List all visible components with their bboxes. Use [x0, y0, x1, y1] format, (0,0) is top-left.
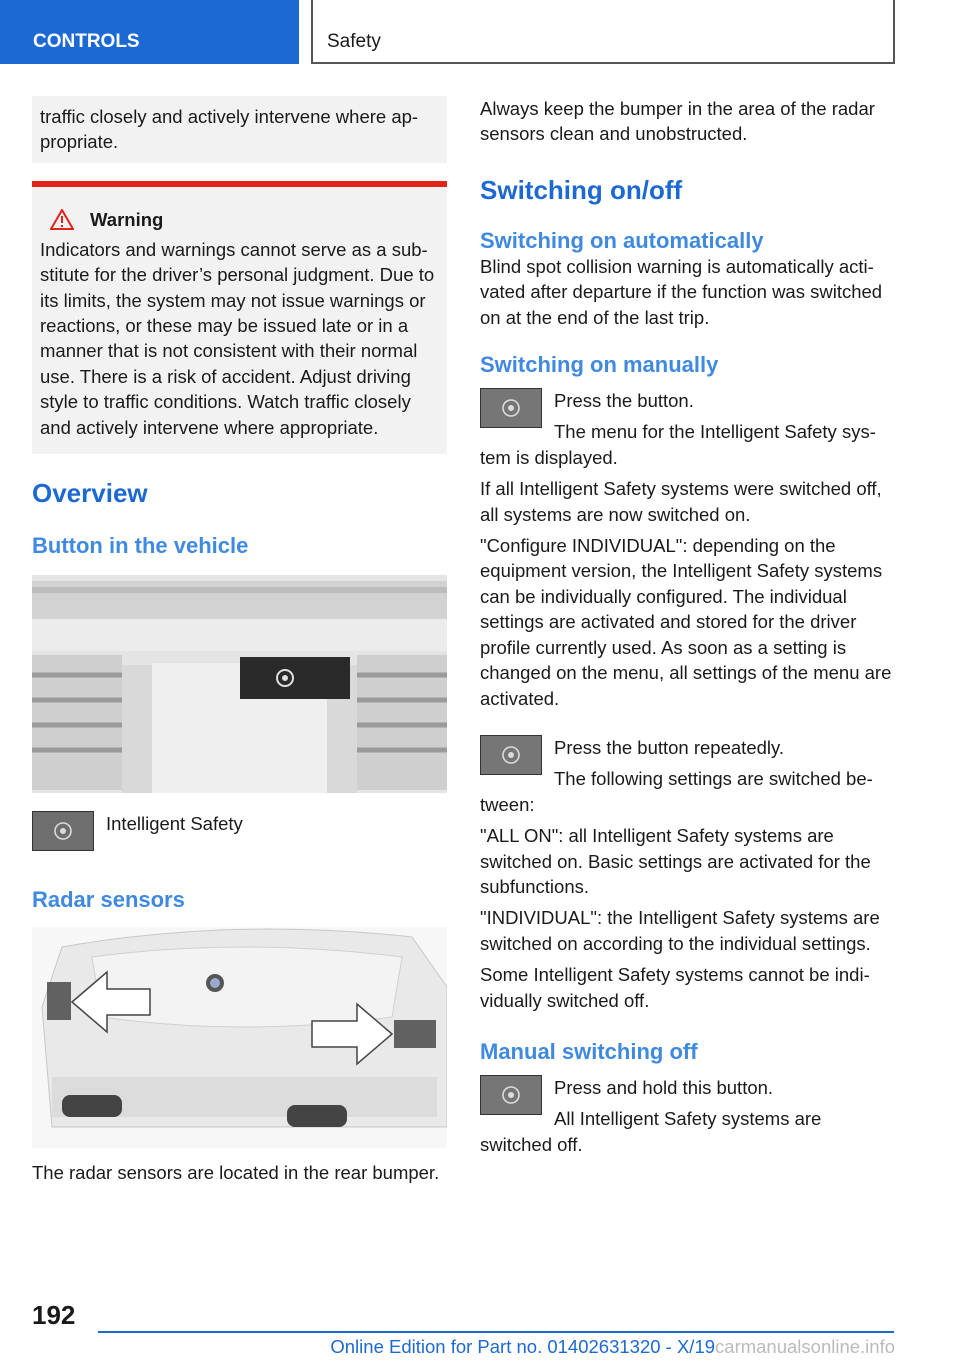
warning-box [32, 181, 447, 454]
button-legend [32, 811, 447, 857]
intelligent-safety-button-icon [480, 735, 542, 775]
manual-step-1: Press the button. [554, 390, 694, 412]
overview-heading: Overview [32, 478, 148, 509]
warning-text: Indicators and warnings cannot serve as a substitute for the driver’s personal judgment. Due to its limits, the system may not issue warnings or reactions, or these may be issued late or in a manner that is not consistent with their normal use. There is a risk of accident. Adjust driving style to traffic conditions. Watch traffic closely and actively intervene where appropriate. [40, 238, 435, 438]
repeat-step-1: Press the button repeatedly. [554, 736, 785, 758]
manual-heading: Switching on manually [480, 352, 719, 378]
individual-text: "INDIVIDUAL": the Intelligent Safety systems are switched on according to the individual settings. [480, 907, 880, 954]
manual-paragraph-1: If all Intelligent Safety systems were switched off, all systems are now switched on. [480, 478, 882, 525]
auto-heading: Switching on automatically [480, 227, 764, 253]
dashboard-photo [32, 575, 447, 793]
bumper-text: Always keep the bumper in the area of the radar sensors clean and unobstructed. [480, 98, 875, 145]
right-column [480, 96, 896, 1157]
warning-triangle-icon [50, 209, 74, 230]
warning-header [40, 209, 439, 231]
edition-label: Online Edition for Part no. 01402631320 - X/19 [330, 1336, 716, 1357]
repeat-step [480, 735, 896, 817]
intelligent-safety-button-icon [32, 811, 94, 851]
watermark: carmanualsonline.info [715, 1336, 895, 1357]
radar-heading: Radar sensors [32, 887, 185, 913]
intro-box-text: traffic closely and actively intervene where appropriate. [40, 106, 419, 153]
section-tab: CONTROLS [0, 0, 299, 64]
warning-title: Warning [90, 208, 164, 230]
footer-divider [98, 1331, 894, 1333]
repeat-step-2: The following settings are switched between: [480, 768, 873, 815]
intelligent-safety-button-icon [480, 1075, 542, 1115]
switching-heading: Switching on/off [480, 174, 683, 205]
button-heading: Button in the vehicle [32, 533, 249, 559]
off-step-2: All Intelligent Safety systems are switched off. [480, 1108, 822, 1155]
off-step [480, 1075, 896, 1157]
page-number: 192 [32, 1300, 76, 1330]
intro-box [32, 96, 447, 163]
intelligent-safety-button-icon [480, 388, 542, 428]
radar-text: The radar sensors are located in the rear bumper. [32, 1162, 440, 1184]
left-column [32, 96, 447, 1185]
all-on-text: "ALL ON": all Intelligent Safety systems are switched on. Basic settings are activated for the subfunctions. [480, 825, 871, 897]
some-systems-text: Some Intelligent Safety systems cannot be individually switched off. [480, 964, 870, 1011]
car-rear-photo [32, 927, 447, 1148]
chapter-title: Safety [311, 0, 895, 64]
manual-step-2: The menu for the Intelligent Safety system is displayed. [480, 421, 876, 468]
manual-paragraph-2: "Configure INDIVIDUAL": depending on the equipment version, the Intelligent Safety systems can be individually configured. The individual settings are activated and stored for the driver profile currently used. As soon as a setting is changed on the menu, all settings of the menu are activated. [480, 535, 892, 709]
off-step-1: Press and hold this button. [554, 1076, 774, 1098]
off-heading: Manual switching off [480, 1038, 698, 1064]
auto-text: Blind spot collision warning is automatically activated after departure if the function was switched on at the end of the last trip. [480, 255, 883, 328]
button-label: Intelligent Safety [106, 813, 243, 835]
manual-step [480, 388, 896, 470]
edition-text [0, 1336, 895, 1358]
